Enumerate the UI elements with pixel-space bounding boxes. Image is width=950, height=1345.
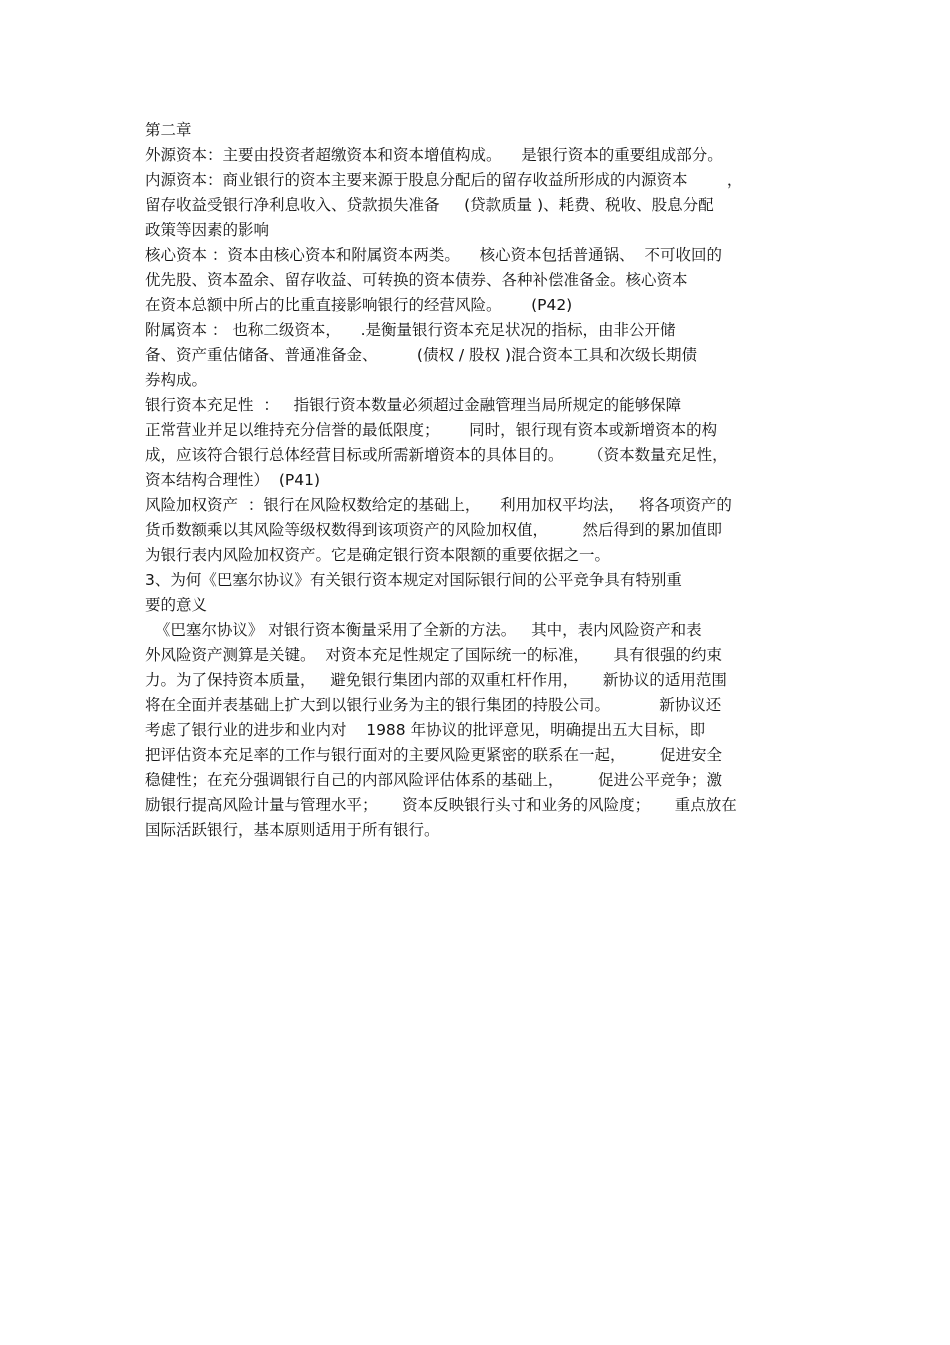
chapter-title: 第二章 — [145, 121, 192, 139]
question-heading: 3、为何《巴塞尔协议》有关银行资本规定对国际银行间的公平竞争具有特别重 — [145, 571, 682, 589]
answer-line: 稳健性；在充分强调银行自己的内部风险评估体系的基础上， 促进公平竞争；激 — [145, 771, 722, 789]
text-line: 券构成。 — [145, 371, 208, 389]
text-line: 风险加权资产 ：银行在风险权数给定的基础上， 利用加权平均法， 将各项资产的 — [145, 496, 732, 514]
answer-line: 将在全面并表基础上扩大到以银行业务为主的银行集团的持股公司。 新协议还 — [145, 696, 722, 714]
text-line: 资本结构合理性） (P41) — [145, 471, 321, 489]
answer-line: 外风险资产测算是关键。 对资本充足性规定了国际统一的标准， 具有很强的约束 — [145, 646, 722, 664]
answer-line: 《巴塞尔协议》 对银行资本衡量采用了全新的方法。 其中，表内风险资产和表 — [145, 621, 702, 639]
text-line: 留存收益受银行净利息收入、贷款损失准备 (贷款质量 )、耗费、税收、股息分配 — [145, 196, 714, 214]
answer-line: 考虑了银行业的进步和业内对 1988 年协议的批评意见，明确提出五大目标，即 — [145, 721, 706, 739]
text-line: 为银行表内风险加权资产。它是确定银行资本限额的重要依据之一。 — [145, 546, 611, 564]
answer-line: 力。为了保持资本质量， 避免银行集团内部的双重杠杆作用， 新协议的适用范围 — [145, 671, 727, 689]
answer-line: 励银行提高风险计量与管理水平； 资本反映银行头寸和业务的风险度； 重点放在 — [145, 796, 737, 814]
text-line: 货币数额乘以其风险等级权数得到该项资产的风险加权值， 然后得到的累加值即 — [145, 521, 722, 539]
text-line: 核心资本 ：资本由核心资本和附属资本两类。 核心资本包括普通锅、 不可收回的 — [145, 246, 722, 264]
answer-line: 把评估资本充足率的工作与银行面对的主要风险更紧密的联系在一起， 促进安全 — [145, 746, 722, 764]
text-line: 附属资本 ： 也称二级资本， .是衡量银行资本充足状况的指标，由非公开储 — [145, 321, 676, 339]
text-line: 政策等因素的影响 — [145, 221, 270, 239]
text-line: 内源资本：商业银行的资本主要来源于股息分配后的留存收益所形成的内源资本 ， — [145, 171, 743, 189]
question-heading: 要的意义 — [145, 596, 208, 614]
text-line: 在资本总额中所占的比重直接影响银行的经营风险。 (P42) — [145, 296, 573, 314]
document-body — [145, 118, 815, 843]
text-line: 成，应该符合银行总体经营目标或所需新增资本的具体目的。 （资本数量充足性， — [145, 446, 728, 464]
text-line: 正常营业并足以维持充分信誉的最低限度； 同时，银行现有资本或新增资本的构 — [145, 421, 718, 439]
text-line: 银行资本充足性 ： 指银行资本数量必须超过金融管理当局所规定的能够保障 — [145, 396, 682, 414]
text-line: 优先股、资本盈余、留存收益、可转换的资本债券、各种补偿准备金。核心资本 — [145, 271, 688, 289]
text-line: 外源资本：主要由投资者超缴资本和资本增值构成。 是银行资本的重要组成部分。 — [145, 146, 723, 164]
text-line: 备、资产重估储备、普通准备金、 (债权 / 股权 )混合资本工具和次级长期债 — [145, 346, 698, 364]
answer-line: 国际活跃银行，基本原则适用于所有银行。 — [145, 821, 440, 839]
